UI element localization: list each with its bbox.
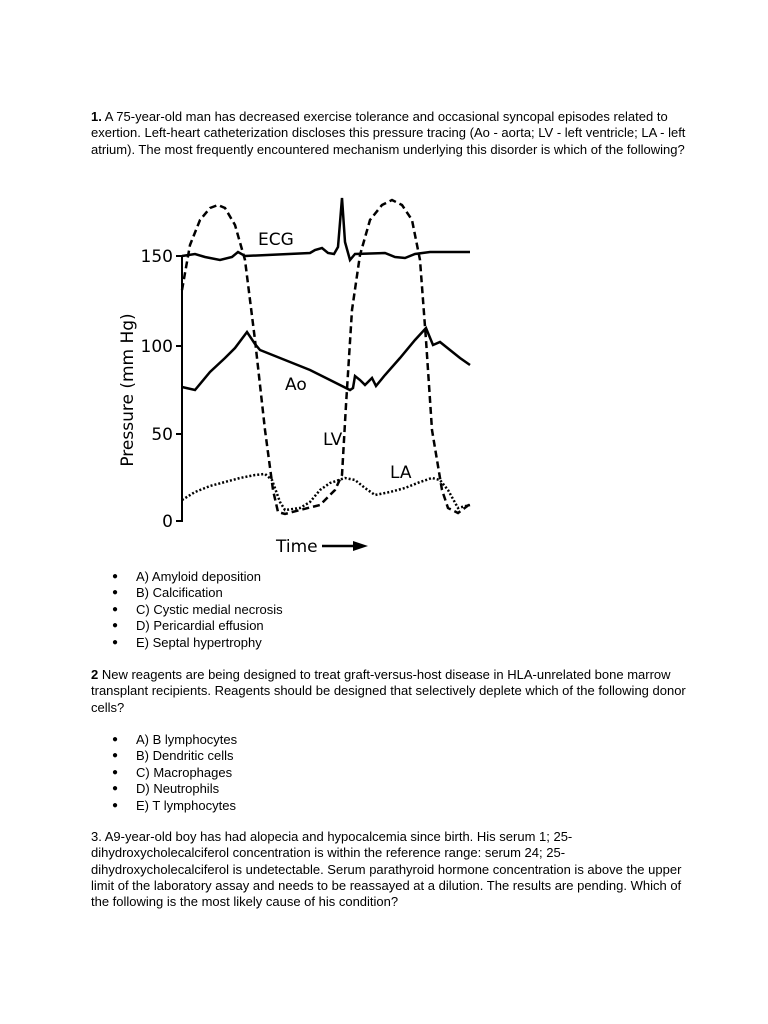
q1-option-c[interactable]: ● C) Cystic medial necrosis [112, 602, 283, 618]
question-2-stem: New reagents are being designed to treat graft-versus-host disease in HLA-unrelated bone marrow transplant recipients. Reagents should be designed that selectively deplete which of the following donor cells? [91, 667, 686, 715]
ecg-label: ECG [258, 230, 294, 250]
y-axis-label: Pressure (mm Hg) [118, 313, 138, 467]
y-tick-label-150: 150 [140, 247, 173, 267]
question-2-text [91, 667, 691, 716]
q1-option-a[interactable]: ● A) Amyloid deposition [112, 569, 283, 585]
q2-option-b[interactable]: ● B) Dendritic cells [112, 748, 237, 764]
ao-label: Ao [285, 375, 307, 395]
q1-option-e[interactable]: ● E) Septal hypertrophy [112, 635, 283, 651]
q2-option-a[interactable]: ● A) B lymphocytes [112, 732, 237, 748]
la-label: LA [390, 463, 412, 483]
pressure-tracing-chart [110, 190, 490, 560]
q2-option-c[interactable]: ● C) Macrophages [112, 765, 237, 781]
question-2-options [112, 732, 237, 814]
la-trace [182, 474, 470, 510]
question-3-text: 3. A9-year-old boy has had alopecia and hypocalcemia since birth. His serum 1; 25-dihydroxycholecalciferol concentration is within the reference range: serum 24; 25-dihydroxycholecalciferol is undetectable. Serum parathyroid hormone concentration is above the upper limit of the laboratory assay and needs to be reassayed at a dilution. The results are pending. Which of the following is the most likely cause of his condition? [91, 829, 682, 910]
question-1-text [91, 109, 691, 158]
question-2-number: 2 [91, 667, 99, 682]
x-axis-label: Time [276, 537, 318, 557]
question-1-number: 1. [91, 109, 102, 124]
y-tick-label-50: 50 [151, 425, 173, 445]
y-tick-label-100: 100 [140, 337, 173, 357]
question-1-stem: A 75-year-old man has decreased exercise tolerance and occasional syncopal episodes related to exertion. Left-heart catheterization discloses this pressure tracing (Ao - aorta; LV - left ventricle; LA - left atrium). The most frequently encountered mechanism underlying this disorder is which of the following? [91, 109, 686, 157]
question-1-options [112, 569, 283, 651]
x-axis-arrowhead [353, 541, 368, 551]
q1-option-d[interactable]: ● D) Pericardial effusion [112, 618, 283, 634]
q1-option-b[interactable]: ● B) Calcification [112, 585, 283, 601]
q2-option-d[interactable]: ● D) Neutrophils [112, 781, 237, 797]
y-tick-label-0: 0 [162, 512, 173, 532]
pressure-tracing-figure [110, 190, 490, 565]
lv-label: LV [323, 430, 343, 450]
q2-option-e[interactable]: ● E) T lymphocytes [112, 798, 237, 814]
